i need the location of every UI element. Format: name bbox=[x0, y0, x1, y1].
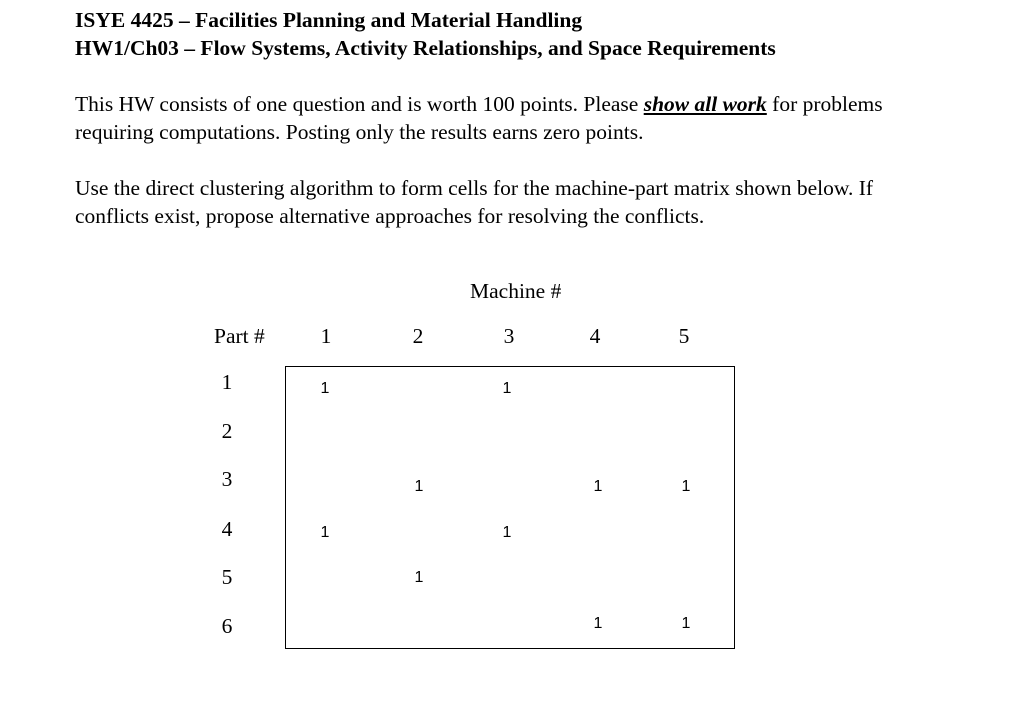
matrix-cell: 1 bbox=[502, 524, 512, 541]
matrix-cell: 1 bbox=[502, 380, 512, 397]
course-title: ISYE 4425 – Facilities Planning and Material Handling bbox=[75, 8, 583, 32]
machine-part-matrix bbox=[285, 366, 735, 649]
intro-text-start: This HW consists of one question and is worth 100 points. Please bbox=[75, 92, 644, 116]
part-label: 5 bbox=[221, 565, 233, 589]
intro-paragraph-line-2: requiring computations. Posting only the results earns zero points. bbox=[75, 120, 644, 144]
part-label: 3 bbox=[221, 467, 233, 491]
machine-label: 2 bbox=[412, 324, 424, 348]
matrix-cell: 1 bbox=[414, 478, 424, 495]
matrix-cell: 1 bbox=[320, 380, 330, 397]
task-paragraph-line-1: Use the direct clustering algorithm to form cells for the machine-part matrix shown below. If bbox=[75, 176, 874, 200]
matrix-cell: 1 bbox=[414, 569, 424, 586]
hw-title: HW1/Ch03 – Flow Systems, Activity Relationships, and Space Requirements bbox=[75, 36, 776, 60]
matrix-cell: 1 bbox=[593, 478, 603, 495]
part-label: 1 bbox=[221, 370, 233, 394]
part-header: Part # bbox=[214, 324, 265, 348]
machine-label: 4 bbox=[589, 324, 601, 348]
task-paragraph-line-2: conflicts exist, propose alternative approaches for resolving the conflicts. bbox=[75, 204, 705, 228]
intro-paragraph-line-1 bbox=[75, 90, 883, 118]
part-label: 2 bbox=[221, 419, 233, 443]
matrix-cell: 1 bbox=[681, 615, 691, 632]
machine-header: Machine # bbox=[470, 279, 562, 303]
machine-label: 1 bbox=[320, 324, 332, 348]
machine-label: 3 bbox=[503, 324, 515, 348]
intro-text-end: for problems bbox=[766, 92, 883, 116]
show-all-work-emphasis: show all work bbox=[643, 92, 767, 116]
matrix-cell: 1 bbox=[593, 615, 603, 632]
part-label: 4 bbox=[221, 517, 233, 541]
machine-label: 5 bbox=[678, 324, 690, 348]
matrix-cell: 1 bbox=[320, 524, 330, 541]
part-label: 6 bbox=[221, 614, 233, 638]
matrix-cell: 1 bbox=[681, 478, 691, 495]
